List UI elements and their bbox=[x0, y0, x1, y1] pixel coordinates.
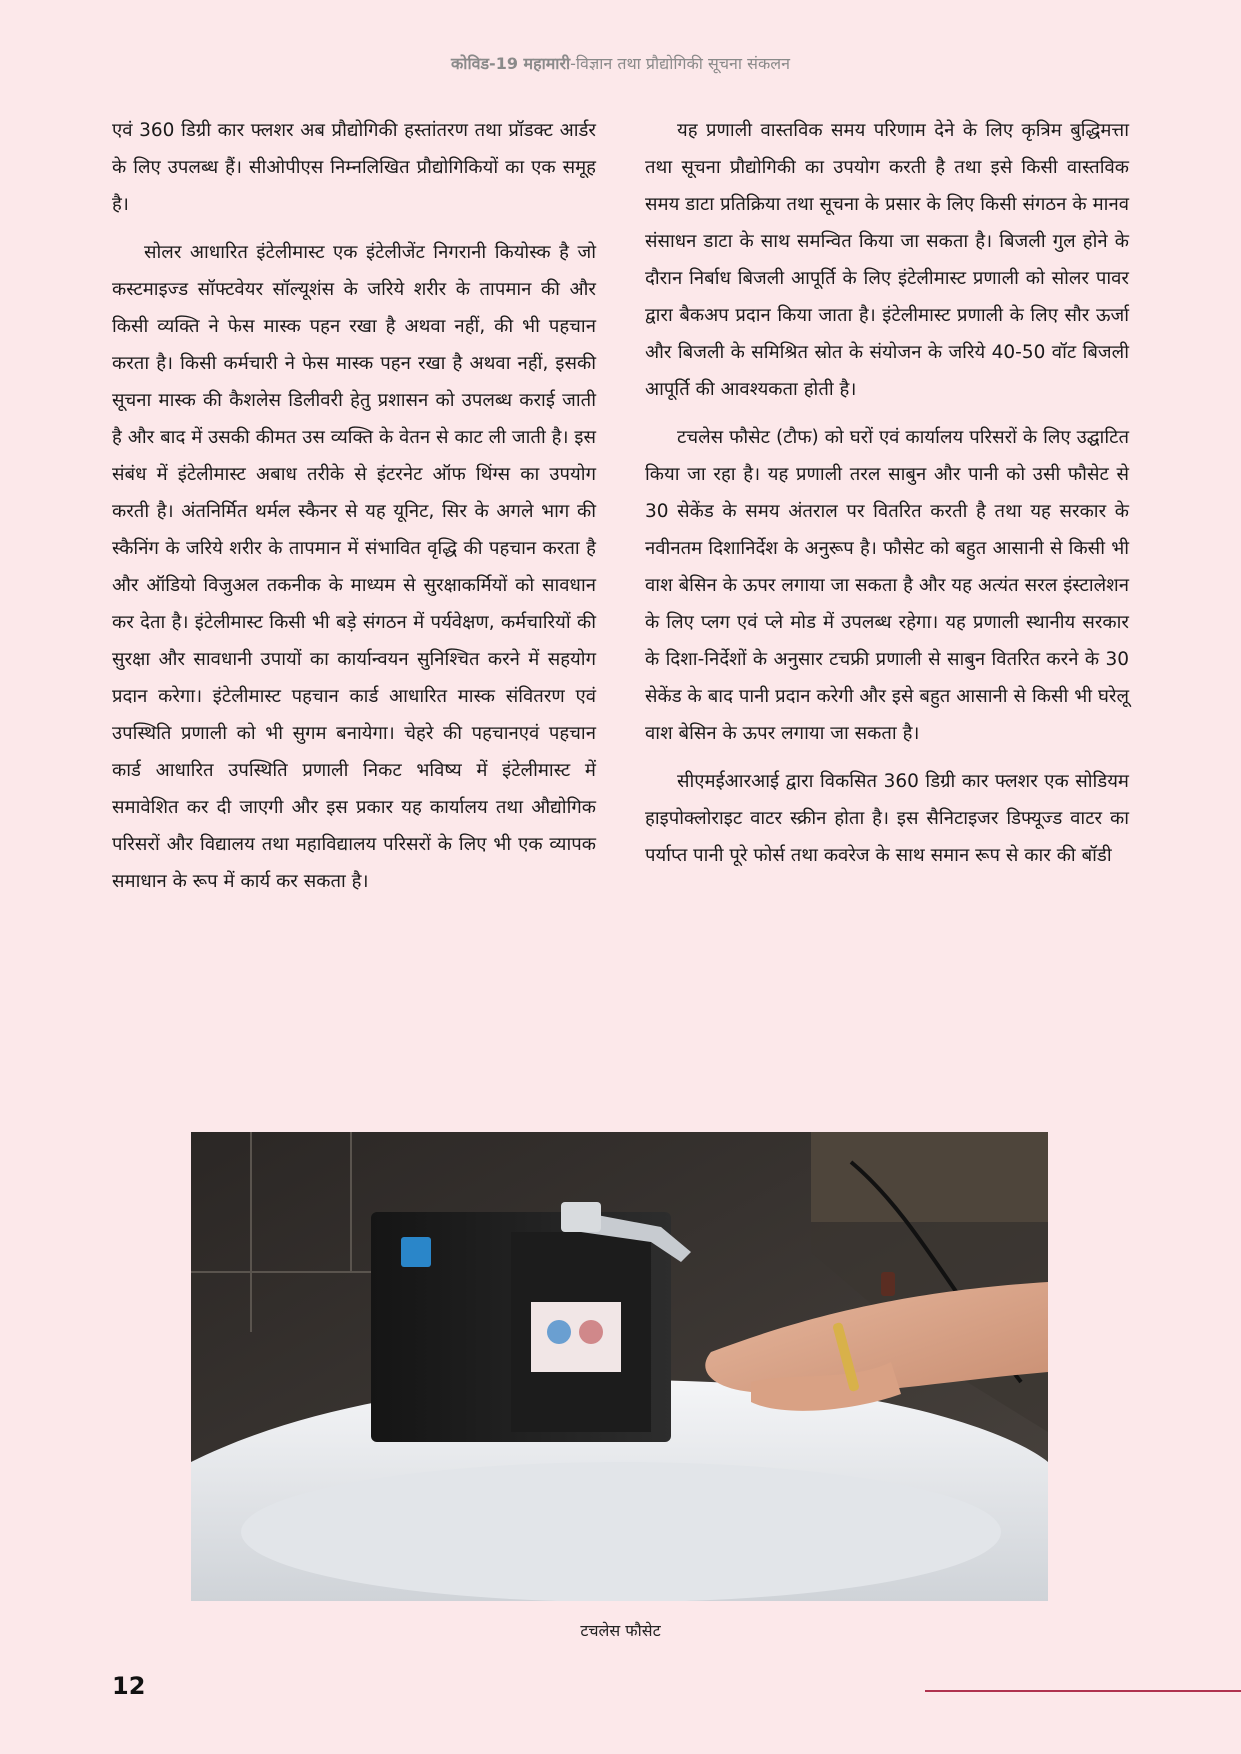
right-paragraph-3: सीएमईआरआई द्वारा विकसित 360 डिग्री कार फ्लशर एक सोडियम हाइपोक्लोराइट वाटर स्क्रीन होता है। इस सैनिटाइजर डिफ्यूज्ड वाटर का पर्याप्त पानी पूरे फोर्स तथा कवरेज के साथ समान रूप से कार की बॉडी bbox=[645, 771, 1129, 866]
figure-caption: टचलेस फौसेट bbox=[580, 1621, 661, 1640]
page-number: 12 bbox=[112, 1672, 146, 1700]
footer-divider bbox=[925, 1690, 1241, 1692]
left-paragraph-2: सोलर आधारित इंटेलीमास्ट एक इंटेलीजेंट निगरानी कियोस्क है जो कस्टमाइज्ड सॉफ्टवेयर सॉल्यूशंस के जरिये शरीर के तापमान की और किसी व्यक्ति ने फेस मास्क पहन रखा है अथवा नहीं, की भी पहचान करता है। किसी कर्मचारी ने फेस मास्क पहन रखा है अथवा नहीं, इसकी सूचना मास्क की कैशलेस डिलीवरी हेतु प्रशासन को उपलब्ध कराई जाती है और बाद में उसकी कीमत उस व्यक्ति के वेतन से काट ली जाती है। इस संबंध में इंटेलीमास्ट अबाध तरीके से इंटरनेट ऑफ थिंग्स का उपयोग करती है। अंतनिर्मित थर्मल स्कैनर से यह यूनिट, सिर के अगले भाग की स्कैनिंग के जरिये शरीर के तापमान में संभावित वृद्धि की पहचान करता है और ऑडियो विजुअल तकनीक के माध्यम से सुरक्षाकर्मियों को सावधान कर देता है। इंटेलीमास्ट किसी भी बड़े संगठन में पर्यवेक्षण, कर्मचारियों की सुरक्षा और सावधानी उपायों का कार्यान्वयन सुनिश्चित करने में सहयोग प्रदान करेगा। इंटेलीमास्ट पहचान कार्ड आधारित मास्क संवितरण एवं उपस्थिति प्रणाली को भी सुगम बनायेगा। चेहरे की पहचानएवं पहचान कार्ड आधारित उपस्थिति प्रणाली निकट भविष्य में इंटेलीमास्ट में समावेशित कर दी जाएगी और इस प्रकार यह कार्यालय तथा औद्योगिक परिसरों और विद्यालय तथा महाविद्यालय परिसरों के लिए भी एक व्यापक समाधान के रूप में कार्य कर सकता है। bbox=[112, 242, 596, 892]
right-paragraph-2: टचलेस फौसेट (टौफ) को घरों एवं कार्यालय परिसरों के लिए उद्घाटित किया जा रहा है। यह प्रणाली तरल साबुन और पानी को उसी फौसेट से 30 सेकेंड के समय अंतराल पर वितरित करती है तथा यह सरकार के नवीनतम दिशानिर्देश के अनुरूप है। फौसेट को बहुत आसानी से किसी भी वाश बेसिन के ऊपर लगाया जा सकता है और यह अत्यंत सरल इंस्टालेशन के लिए प्लग एवं प्ले मोड में उपलब्ध रहेगा। यह प्रणाली स्थानीय सरकार के दिशा-निर्देशों के अनुसार टचफ्री प्रणाली से साबुन वितरित करने के 30 सेकेंड के बाद पानी प्रदान करेगी और इसे बहुत आसानी से किसी भी घरेलू वाश बेसिन के ऊपर लगाया जा सकता है। bbox=[645, 427, 1129, 744]
faucet-illustration bbox=[191, 1132, 1048, 1601]
header-title-rest: -विज्ञान तथा प्रौद्योगिकी सूचना संकलन bbox=[570, 54, 790, 73]
left-column bbox=[112, 112, 596, 911]
running-header bbox=[0, 52, 1241, 74]
header-title-bold: कोविड-19 महामारी bbox=[451, 54, 571, 73]
right-column bbox=[645, 112, 1129, 885]
left-paragraph-1: एवं 360 डिग्री कार फ्लशर अब प्रौद्योगिकी हस्तांतरण तथा प्रॉडक्ट आर्डर के लिए उपलब्ध हैं। सीओपीएस निम्नलिखित प्रौद्योगिकियों का एक समूह है। bbox=[112, 120, 596, 215]
right-paragraph-1: यह प्रणाली वास्तविक समय परिणाम देने के लिए कृत्रिम बुद्धिमत्ता तथा सूचना प्रौद्योगिकी का उपयोग करती है तथा इसे किसी वास्तविक समय डाटा प्रतिक्रिया तथा सूचना के प्रसार के लिए किसी संगठन के मानव संसाधन डाटा के साथ समन्वित किया जा सकता है। बिजली गुल होने के दौरान निर्बाध बिजली आपूर्ति के लिए इंटेलीमास्ट प्रणाली को सोलर पावर द्वारा बैकअप प्रदान किया जाता है। इंटेलीमास्ट प्रणाली के लिए सौर ऊर्जा और बिजली के समिश्रित स्रोत के संयोजन के जरिये 40-50 वॉट बिजली आपूर्ति की आवश्यकता होती है। bbox=[645, 120, 1129, 400]
touchless-faucet-photo bbox=[191, 1132, 1048, 1601]
